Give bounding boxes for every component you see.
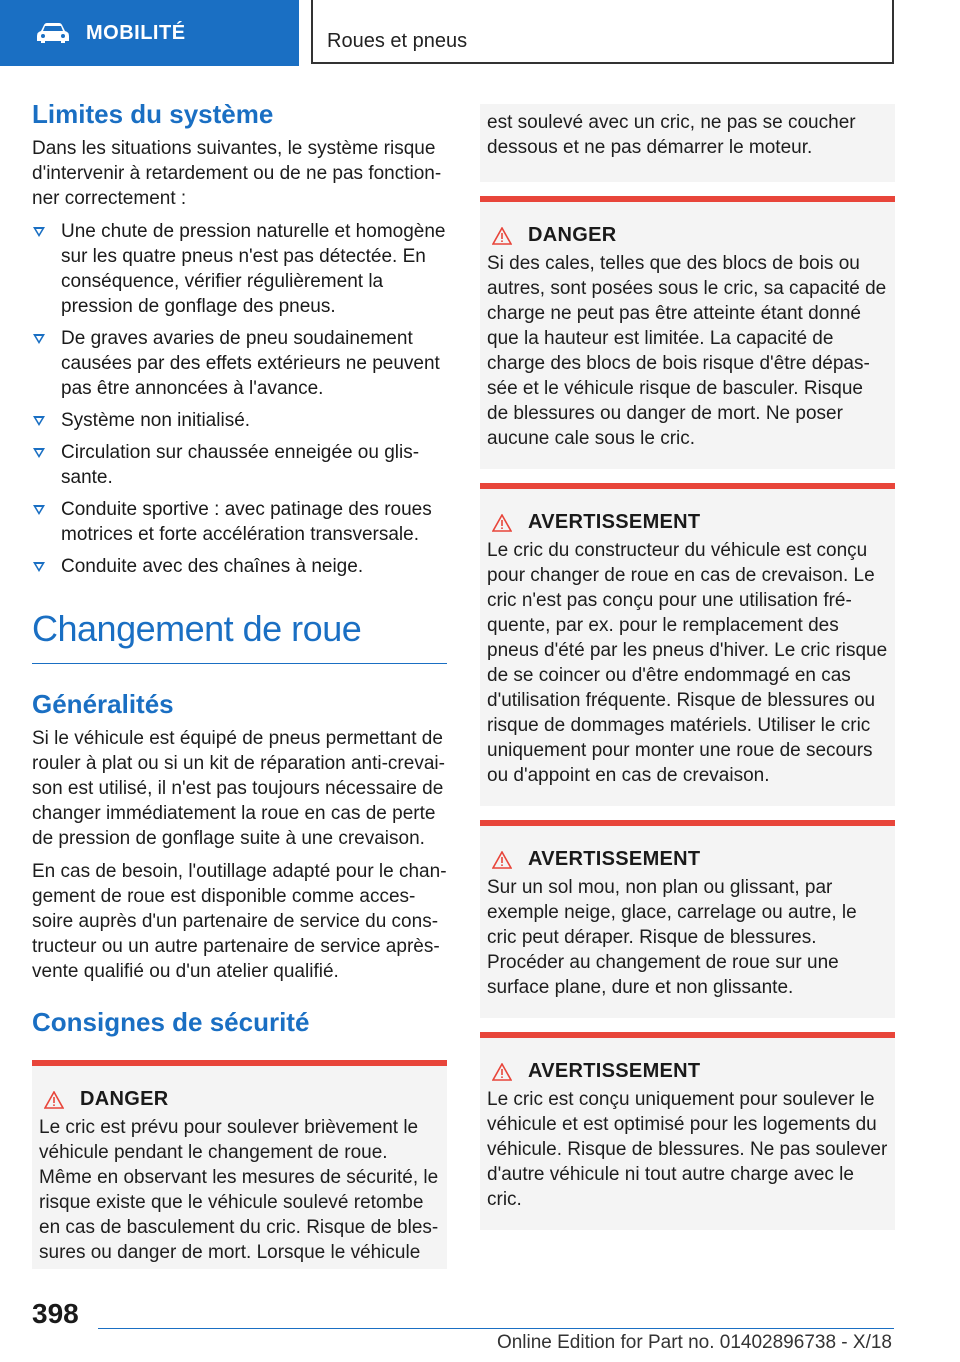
- triangle-bullet-icon: [33, 227, 45, 237]
- list-item: [32, 408, 447, 433]
- change-wheel-heading: Changement de roue: [32, 608, 362, 649]
- list-item: [32, 497, 447, 547]
- list-item: [32, 326, 447, 401]
- edition-text: Online Edition for Part no. 01402896738 - X/18: [496, 1332, 892, 1353]
- danger-box-1-continued: est soulevé avec un cric, ne pas se coucher dessous et ne pas démarrer le moteur.: [480, 104, 895, 182]
- danger-box-1: [32, 1060, 447, 1269]
- triangle-bullet-icon: [33, 562, 45, 572]
- danger-title: [487, 224, 889, 247]
- list-item: [32, 554, 447, 579]
- danger-title: [39, 1088, 441, 1111]
- warning-triangle-icon: [44, 1091, 64, 1109]
- warning-title: [487, 848, 889, 871]
- left-column: [32, 98, 447, 1269]
- limits-heading: Limites du système: [32, 99, 274, 129]
- warning-triangle-icon: [492, 227, 512, 245]
- section-label: MOBILITÉ: [86, 21, 186, 44]
- list-item: [32, 219, 447, 319]
- danger-text: Si des cales, telles que des blocs de bois ou autres, sont posées sous le cric, sa capacité de charge ne peut pas être atteinte étant donné que la hauteur est limitée. La capacité de charge des blocs de bois risque d'être dépassée et le véhicule risque de basculer. Risque de blessures ou danger de mort. Ne poser aucune cale sous le cric.: [487, 253, 887, 449]
- warning-box-1: [480, 483, 895, 806]
- warning-title: [487, 1060, 889, 1083]
- warning-triangle-icon: [492, 851, 512, 869]
- triangle-bullet-icon: [33, 334, 45, 344]
- list-item-text: De graves avaries de pneu soudainement causées par des effets extérieurs ne peuvent pas être annoncées à l'avance.: [61, 328, 440, 399]
- danger-box-2: [480, 196, 895, 469]
- warning-label: AVERTISSEMENT: [528, 1060, 701, 1082]
- general-paragraph-2: En cas de besoin, l'outillage adapté pour le changement de roue est disponible comme accessoire auprès d'un partenaire de service du constructeur ou un autre partenaire de service après-vente qualifié ou d'un atelier qualifié.: [32, 861, 447, 982]
- car-icon: [36, 22, 70, 44]
- warning-text: Le cric du constructeur du véhicule est conçu pour changer de roue en cas de crevaison. Le cric n'est pas conçu pour une utilisation fréquente, par ex. pour le remplacement des pneus d'été par les pneus d'hiver. Le cric risque de se coincer ou d'être endommagé en cas d'utilisation fréquente. Risque de blessures ou risque de dommages matériels. Utiliser le cric uniquement pour monter une roue de secours ou d'appoint en cas de crevaison.: [487, 540, 888, 786]
- triangle-bullet-icon: [33, 416, 45, 426]
- danger-label: DANGER: [80, 1088, 169, 1110]
- limits-list: [32, 219, 447, 579]
- list-item-text: Conduite sportive : avec patinage des roues motrices et forte accélération transversale.: [61, 499, 432, 545]
- triangle-bullet-icon: [33, 505, 45, 515]
- page-number: 398: [32, 1298, 79, 1329]
- list-item-text: Circulation sur chaussée enneigée ou glissante.: [61, 442, 420, 488]
- warning-text: Sur un sol mou, non plan ou glissant, par exemple neige, glace, carrelage ou autre, le cric peut déraper. Risque de blessures. Procéder au changement de roue sur une surface plane, dure et non glissante.: [487, 877, 857, 998]
- warning-box-3: [480, 1032, 895, 1230]
- warning-text: Le cric est conçu uniquement pour soulever le véhicule et est optimisé pour les logements du véhicule. Risque de blessures. Ne pas soulever d'autre véhicule ni tout autre charge avec le cric.: [487, 1089, 888, 1210]
- danger-label: DANGER: [528, 224, 617, 246]
- safety-heading: Consignes de sécurité: [32, 1007, 310, 1037]
- heading-divider: [32, 663, 447, 664]
- page-header: [0, 0, 960, 66]
- page-footer: [0, 1296, 960, 1362]
- warning-box-2: [480, 820, 895, 1018]
- limits-intro: Dans les situations suivantes, le système risque d'intervenir à retardement ou de ne pas fonctionner correctement :: [32, 138, 442, 209]
- triangle-bullet-icon: [33, 448, 45, 458]
- warning-label: AVERTISSEMENT: [528, 848, 701, 870]
- section-tab[interactable]: [0, 0, 299, 66]
- list-item-text: Une chute de pression naturelle et homogène sur les quatre pneus n'est pas détectée. En conséquence, vérifier régulièrement la pression de gonflage des pneus.: [61, 221, 446, 317]
- danger-text: Le cric est prévu pour soulever brièvement le véhicule pendant le changement de roue. Même en observant les mesures de sécurité, le risque existe que le véhicule soulevé retombe en cas de basculement du cric. Risque de blessures ou danger de mort. Lorsque le véhicule: [39, 1117, 439, 1263]
- list-item-text: Système non initialisé.: [61, 410, 251, 431]
- warning-triangle-icon: [492, 514, 512, 532]
- right-column: [480, 104, 895, 1230]
- list-item: [32, 440, 447, 490]
- list-item-text: Conduite avec des chaînes à neige.: [61, 556, 364, 577]
- general-heading: Généralités: [32, 689, 174, 719]
- chapter-tab[interactable]: [311, 0, 894, 64]
- footer-divider: [98, 1328, 894, 1329]
- warning-label: AVERTISSEMENT: [528, 511, 701, 533]
- chapter-label: Roues et pneus: [327, 30, 468, 52]
- general-paragraph-1: Si le véhicule est équipé de pneus permettant de rouler à plat ou si un kit de réparation anti-crevaison est utilisé, il n'est pas toujours nécessaire de changer immédiatement la roue en cas de perte de pression de gonflage suite à une crevaison.: [32, 728, 445, 849]
- warning-title: [487, 511, 889, 534]
- warning-triangle-icon: [492, 1063, 512, 1081]
